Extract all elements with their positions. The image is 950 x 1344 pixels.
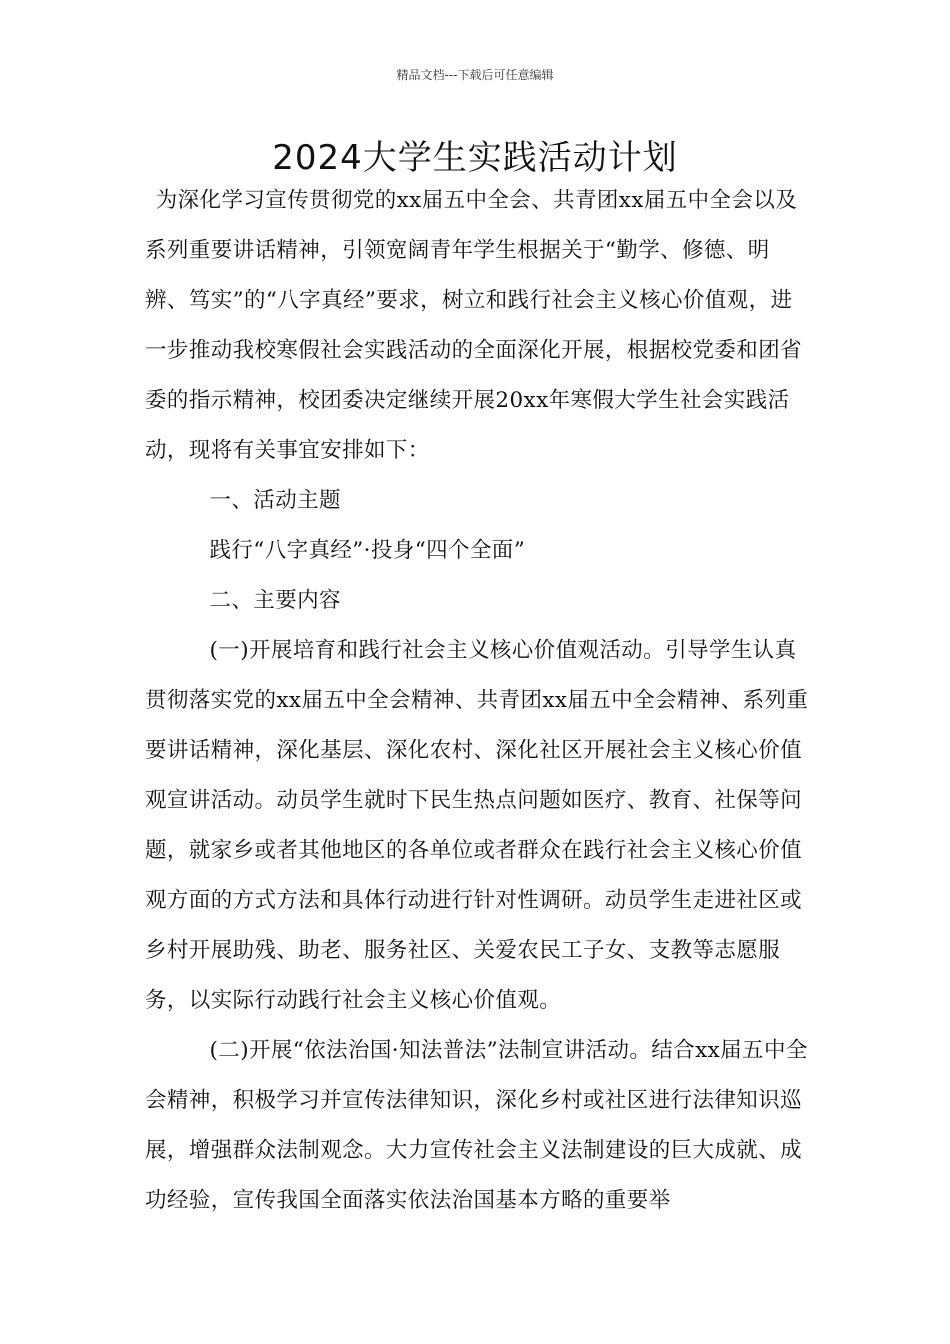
paragraph-theme-slogan: 践行“八字真经”·投身“四个全面” bbox=[209, 538, 526, 563]
document-body bbox=[145, 176, 810, 1226]
heading-main-content: 二、主要内容 bbox=[209, 588, 341, 613]
paragraph-intro: 为深化学习宣传贯彻党的xx届五中全会、共青团xx届五中全会以及系列重要讲话精神，引领宽阔青年学生根据关于“勤学、修德、明辨、笃实”的“八字真经”要求，树立和践行社会主义核心价值观，进一步推动我校寒假社会实践活动的全面深化开展，根据校党委和团省委的指示精神，校团委决定继续开展20xx年寒假大学生社会实践活动，现将有关事宜安排如下： bbox=[145, 188, 803, 463]
paragraph-content-item-2: (二)开展“依法治国·知法普法”法制宣讲活动。结合xx届五中全会精神，积极学习并宣传法律知识，深化乡村或社区进行法律知识巡展，增强群众法制观念。大力宣传社会主义法制建设的巨大成就、成功经验，宣传我国全面落实依法治国基本方略的重要举 bbox=[145, 1038, 808, 1213]
page-header: 精品文档---下载后可任意编辑 bbox=[396, 68, 554, 82]
paragraph-content-item-1: (一)开展培育和践行社会主义核心价值观活动。引导学生认真贯彻落实党的xx届五中全会精神、共青团xx届五中全会精神、系列重要讲话精神，深化基层、深化农村、深化社区开展社会主义核心价值观宣讲活动。动员学生就时下民生热点问题如医疗、教育、社保等问题，就家乡或者其他地区的各单位或者群众在践行社会主义核心价值观方面的方式方法和具体行动进行针对性调研。动员学生走进社区或乡村开展助残、助老、服务社区、关爱农民工子女、支教等志愿服务，以实际行动践行社会主义核心价值观。 bbox=[145, 638, 809, 1013]
document-title: 2024大学生实践活动计划 bbox=[272, 138, 678, 178]
heading-activity-theme: 一、活动主题 bbox=[209, 488, 341, 513]
